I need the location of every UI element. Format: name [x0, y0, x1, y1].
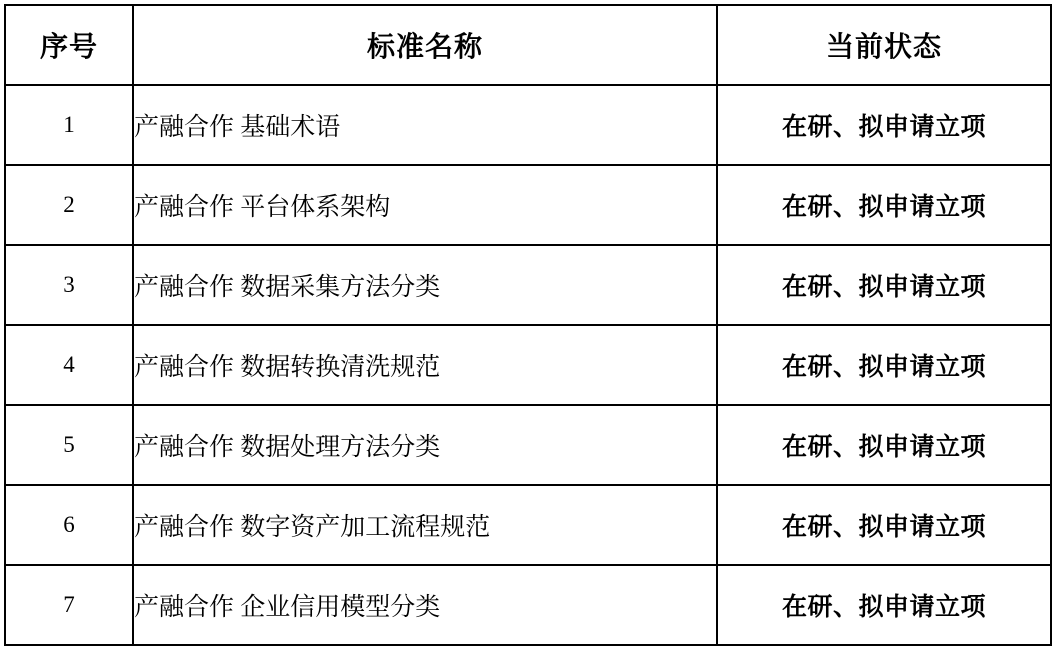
table-row [5, 485, 1051, 565]
cell-seq: 6 [5, 485, 133, 565]
cell-state: 在研、拟申请立项 [717, 405, 1051, 485]
table-row [5, 85, 1051, 165]
table-header [5, 5, 1051, 85]
cell-seq: 3 [5, 245, 133, 325]
cell-seq: 2 [5, 165, 133, 245]
cell-state: 在研、拟申请立项 [717, 85, 1051, 165]
table-header-row [5, 5, 1051, 85]
cell-name: 产融合作 数据转换清洗规范 [133, 325, 717, 405]
cell-name: 产融合作 企业信用模型分类 [133, 565, 717, 645]
cell-state: 在研、拟申请立项 [717, 245, 1051, 325]
cell-state: 在研、拟申请立项 [717, 565, 1051, 645]
table-row [5, 565, 1051, 645]
column-header-name: 标准名称 [133, 5, 717, 85]
table-row [5, 325, 1051, 405]
table-row [5, 245, 1051, 325]
table-body [5, 85, 1051, 645]
cell-name: 产融合作 平台体系架构 [133, 165, 717, 245]
cell-name: 产融合作 数据采集方法分类 [133, 245, 717, 325]
table-row [5, 165, 1051, 245]
cell-seq: 5 [5, 405, 133, 485]
cell-name: 产融合作 数据处理方法分类 [133, 405, 717, 485]
cell-seq: 1 [5, 85, 133, 165]
cell-seq: 4 [5, 325, 133, 405]
column-header-state: 当前状态 [717, 5, 1051, 85]
cell-seq: 7 [5, 565, 133, 645]
cell-name: 产融合作 数字资产加工流程规范 [133, 485, 717, 565]
standards-table [4, 4, 1052, 646]
table-row [5, 405, 1051, 485]
cell-state: 在研、拟申请立项 [717, 165, 1051, 245]
cell-name: 产融合作 基础术语 [133, 85, 717, 165]
document-page [0, 4, 1054, 662]
cell-state: 在研、拟申请立项 [717, 325, 1051, 405]
cell-state: 在研、拟申请立项 [717, 485, 1051, 565]
column-header-seq: 序号 [5, 5, 133, 85]
